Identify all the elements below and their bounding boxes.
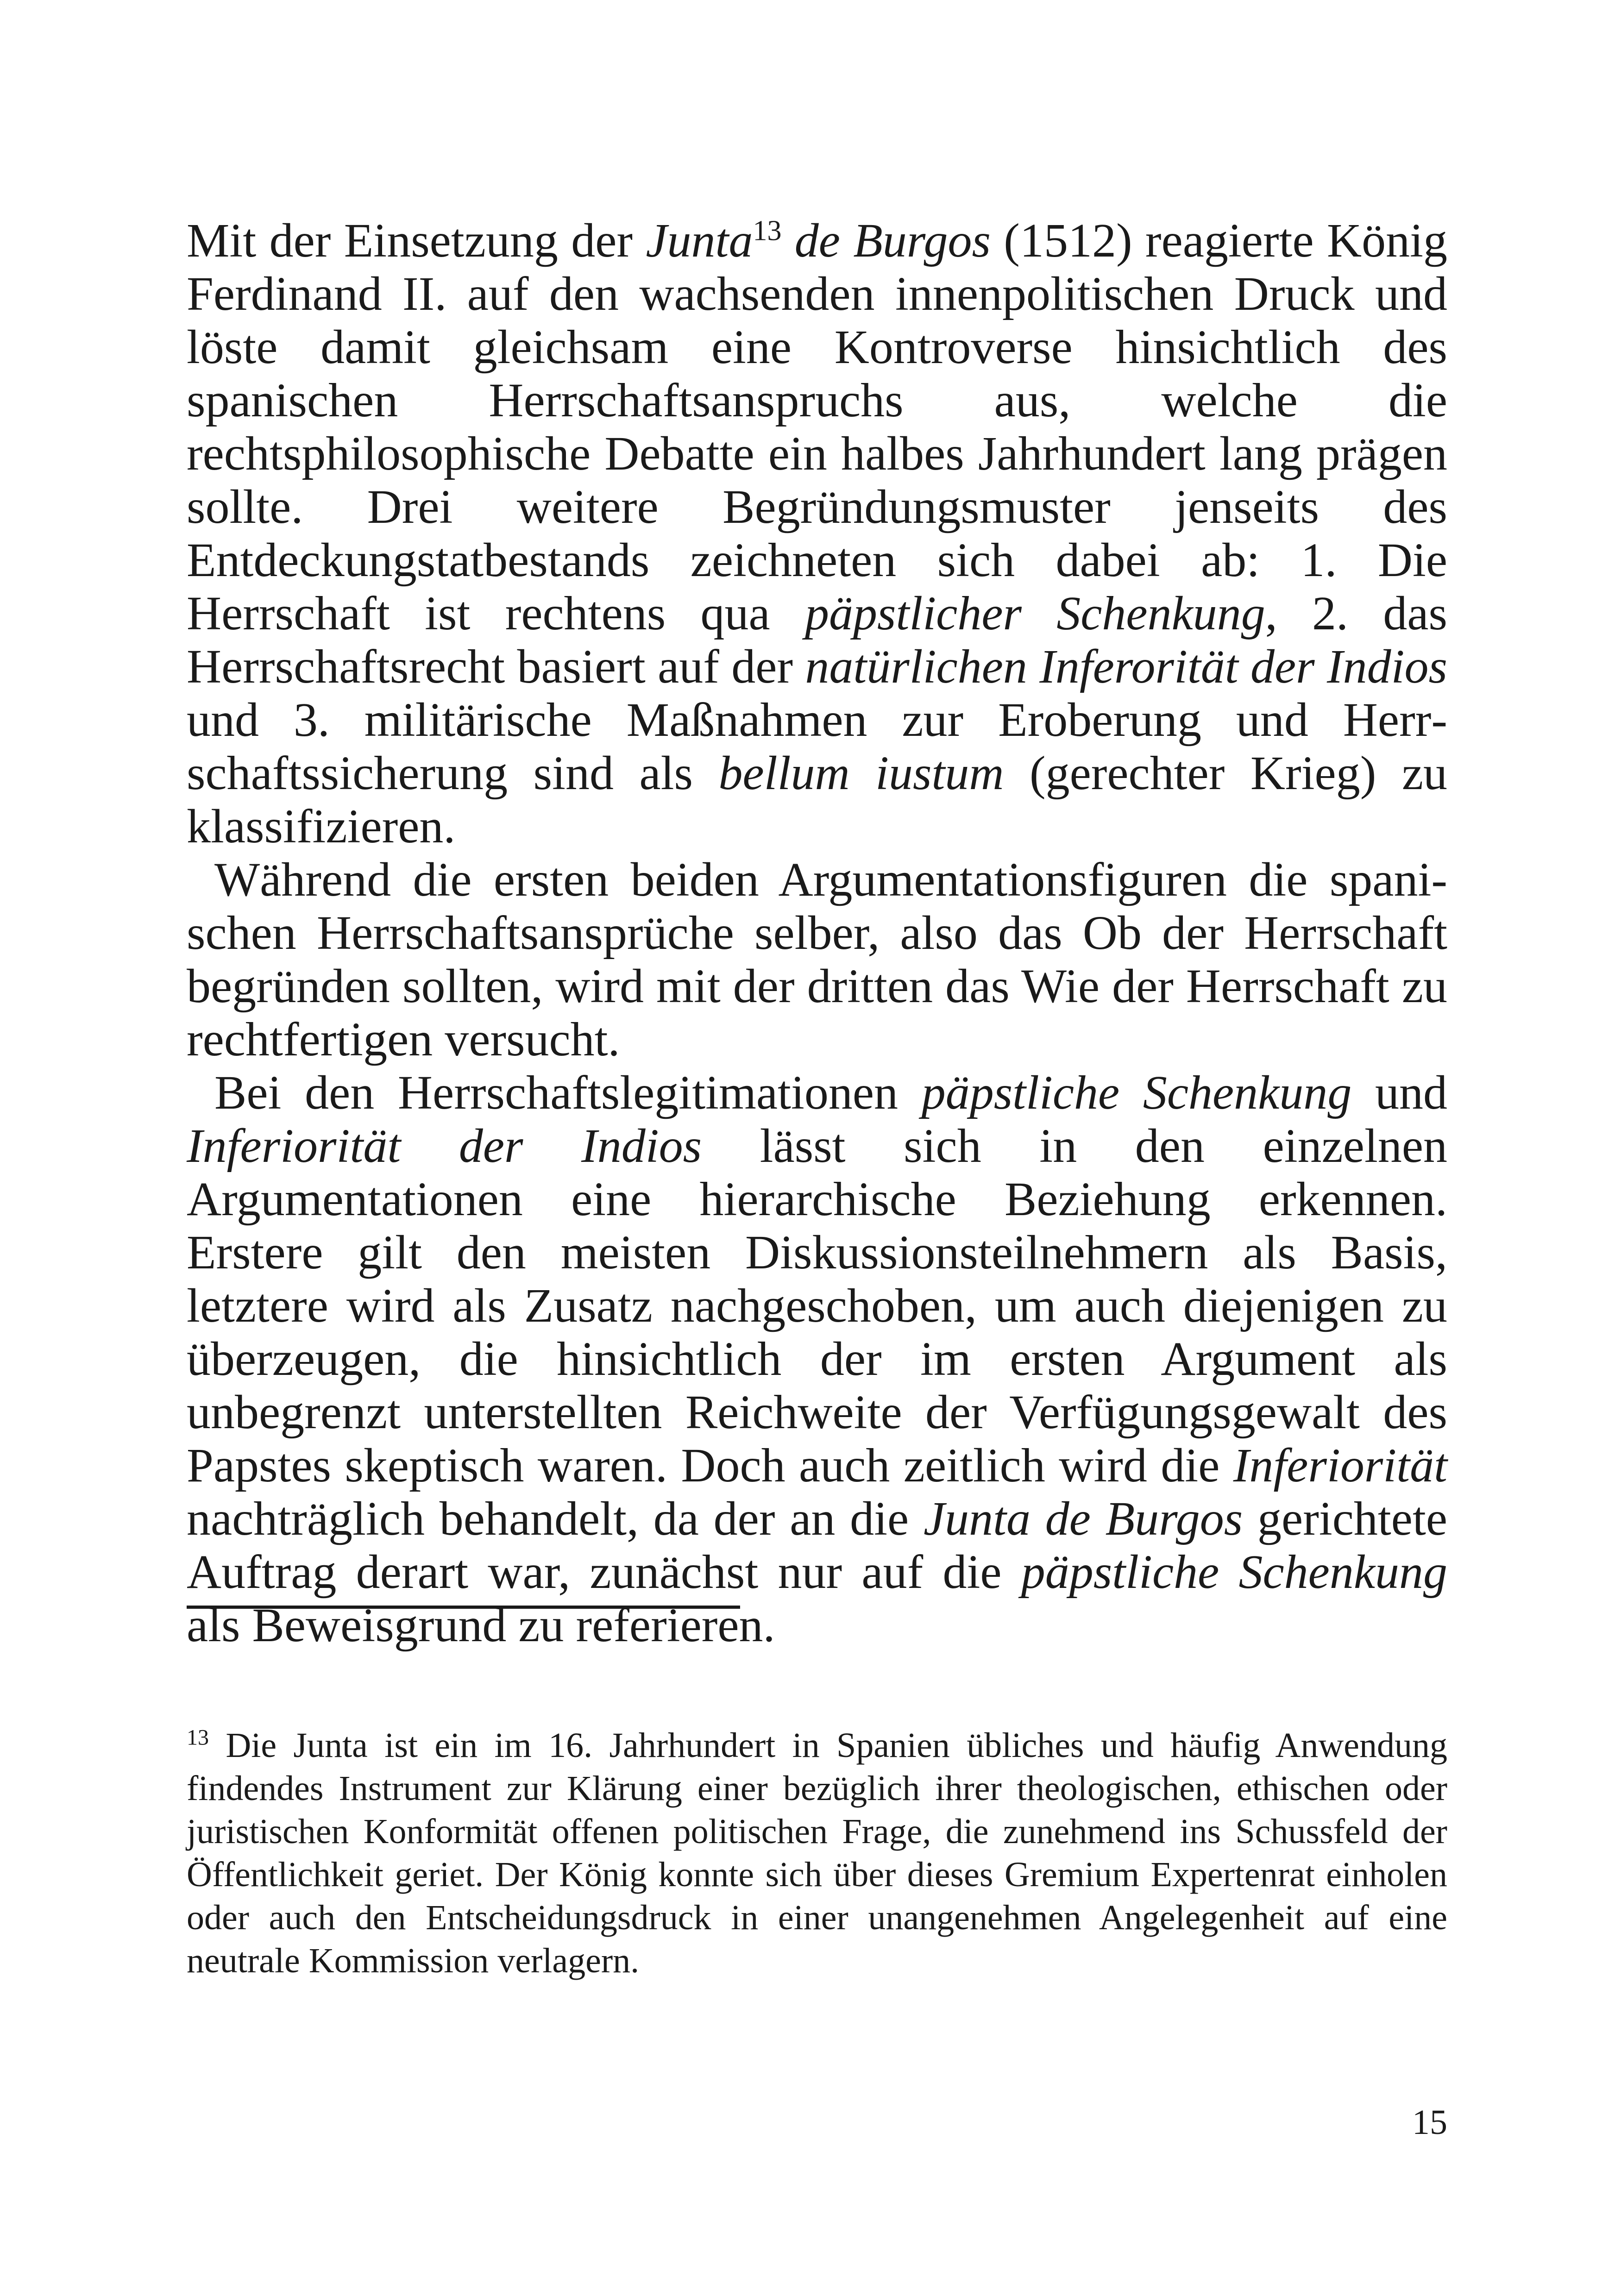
italic-term: päpstliche Schenkung	[921, 1066, 1352, 1119]
italic-term: natürlichen Inferorität der Indios	[805, 640, 1447, 693]
italic-term: Inferiorität der Indios	[187, 1119, 702, 1173]
text-run: Während die ersten beiden Argumentationsfiguren die spanischen Herrschaftsansprüche selber, also das Ob der Herrschaft begründen sollten, wird mit der dritten das Wie der Herrschaft zu rechtfertigen versucht.	[187, 853, 1447, 1066]
italic-term: päpstlicher Schenkung	[805, 587, 1265, 640]
footnote-text: Die Junta ist ein im 16. Jahrhundert in Spanien übliches und häufig Anwendung findendes Instrument zur Klärung einer bezüglich ihrer theologischen, ethischen oder juristischen Konformität offenen politischen Frage, die zunehmend ins Schussfeld der Öffentlichkeit geriet. Der König konnte sich über dieses Gremium Expertenrat einholen oder auch den Entscheidungsdruck in einer unangenehmen Angelegenheit auf eine neutrale Kommission verlagern.	[187, 1726, 1448, 1980]
italic-term: Junta de Burgos	[923, 1492, 1243, 1545]
paragraph	[187, 853, 1447, 1066]
paragraph	[187, 1066, 1447, 1652]
footnote-separator	[187, 1606, 740, 1609]
page-number: 15	[1412, 2103, 1447, 2142]
text-run: nachträglich behandelt, da der an die	[187, 1492, 924, 1545]
footnote-reference: 13	[753, 215, 782, 247]
italic-term: de Burgos	[781, 214, 991, 267]
text-run: als Beweisgrund zu referieren.	[187, 1599, 775, 1652]
footnote-marker: 13	[187, 1725, 209, 1750]
text-run: (1512) reagierte König Ferdinand II. auf den wachsenden innenpolitischen Druck und löste damit gleichsam eine Kontroverse hinsichtlich des spanischen Herrschaftsanspruchs aus, welche die rechtsphilosophische Debatte ein halbes Jahrhundert lang prägen sollte. Drei weitere Begründungsmuster jenseits des Entdeckungstatbestands zeichneten sich dabei ab: 1. Die Herrschaft ist rechtens qua	[187, 214, 1447, 640]
italic-term: Junta	[646, 214, 753, 267]
text-run: und	[1351, 1066, 1448, 1119]
text-run: (gerechter Krieg) zu klassifizieren.	[187, 747, 1448, 853]
text-run: Mit der Einsetzung der	[187, 214, 646, 267]
text-run: Bei den Herrschaftslegitimationen	[214, 1066, 922, 1119]
italic-term: Inferiorität	[1233, 1439, 1447, 1492]
text-run: lässt sich in den einzelnen Argumentationen eine hierarchische Beziehung erkennen. Erstere gilt den meisten Diskussionsteilnehmern als Basis, letztere wird als Zusatz nachgeschoben, um auch diejenigen zu überzeugen, die hinsichtlich der im ersten Argument als unbegrenzt unterstellten Reichweite der Verfügungsgewalt des Papstes skeptisch waren. Doch auch zeitlich wird die	[187, 1119, 1448, 1492]
italic-term: päpstliche Schenkung	[1021, 1545, 1447, 1599]
footnote	[187, 1724, 1447, 1982]
paragraph	[187, 214, 1447, 853]
text-run: , 2. das Herrschaftsrecht basiert auf der	[187, 587, 1447, 693]
italic-term: bellum iustum	[718, 747, 1004, 800]
text-run: und 3. militärische Maßnahmen zur Eroberung und Herrschaftssicherung sind als	[187, 693, 1447, 800]
text-run: gerichtete Auftrag derart war, zunächst nur auf die	[187, 1492, 1447, 1599]
main-text	[187, 214, 1447, 1652]
